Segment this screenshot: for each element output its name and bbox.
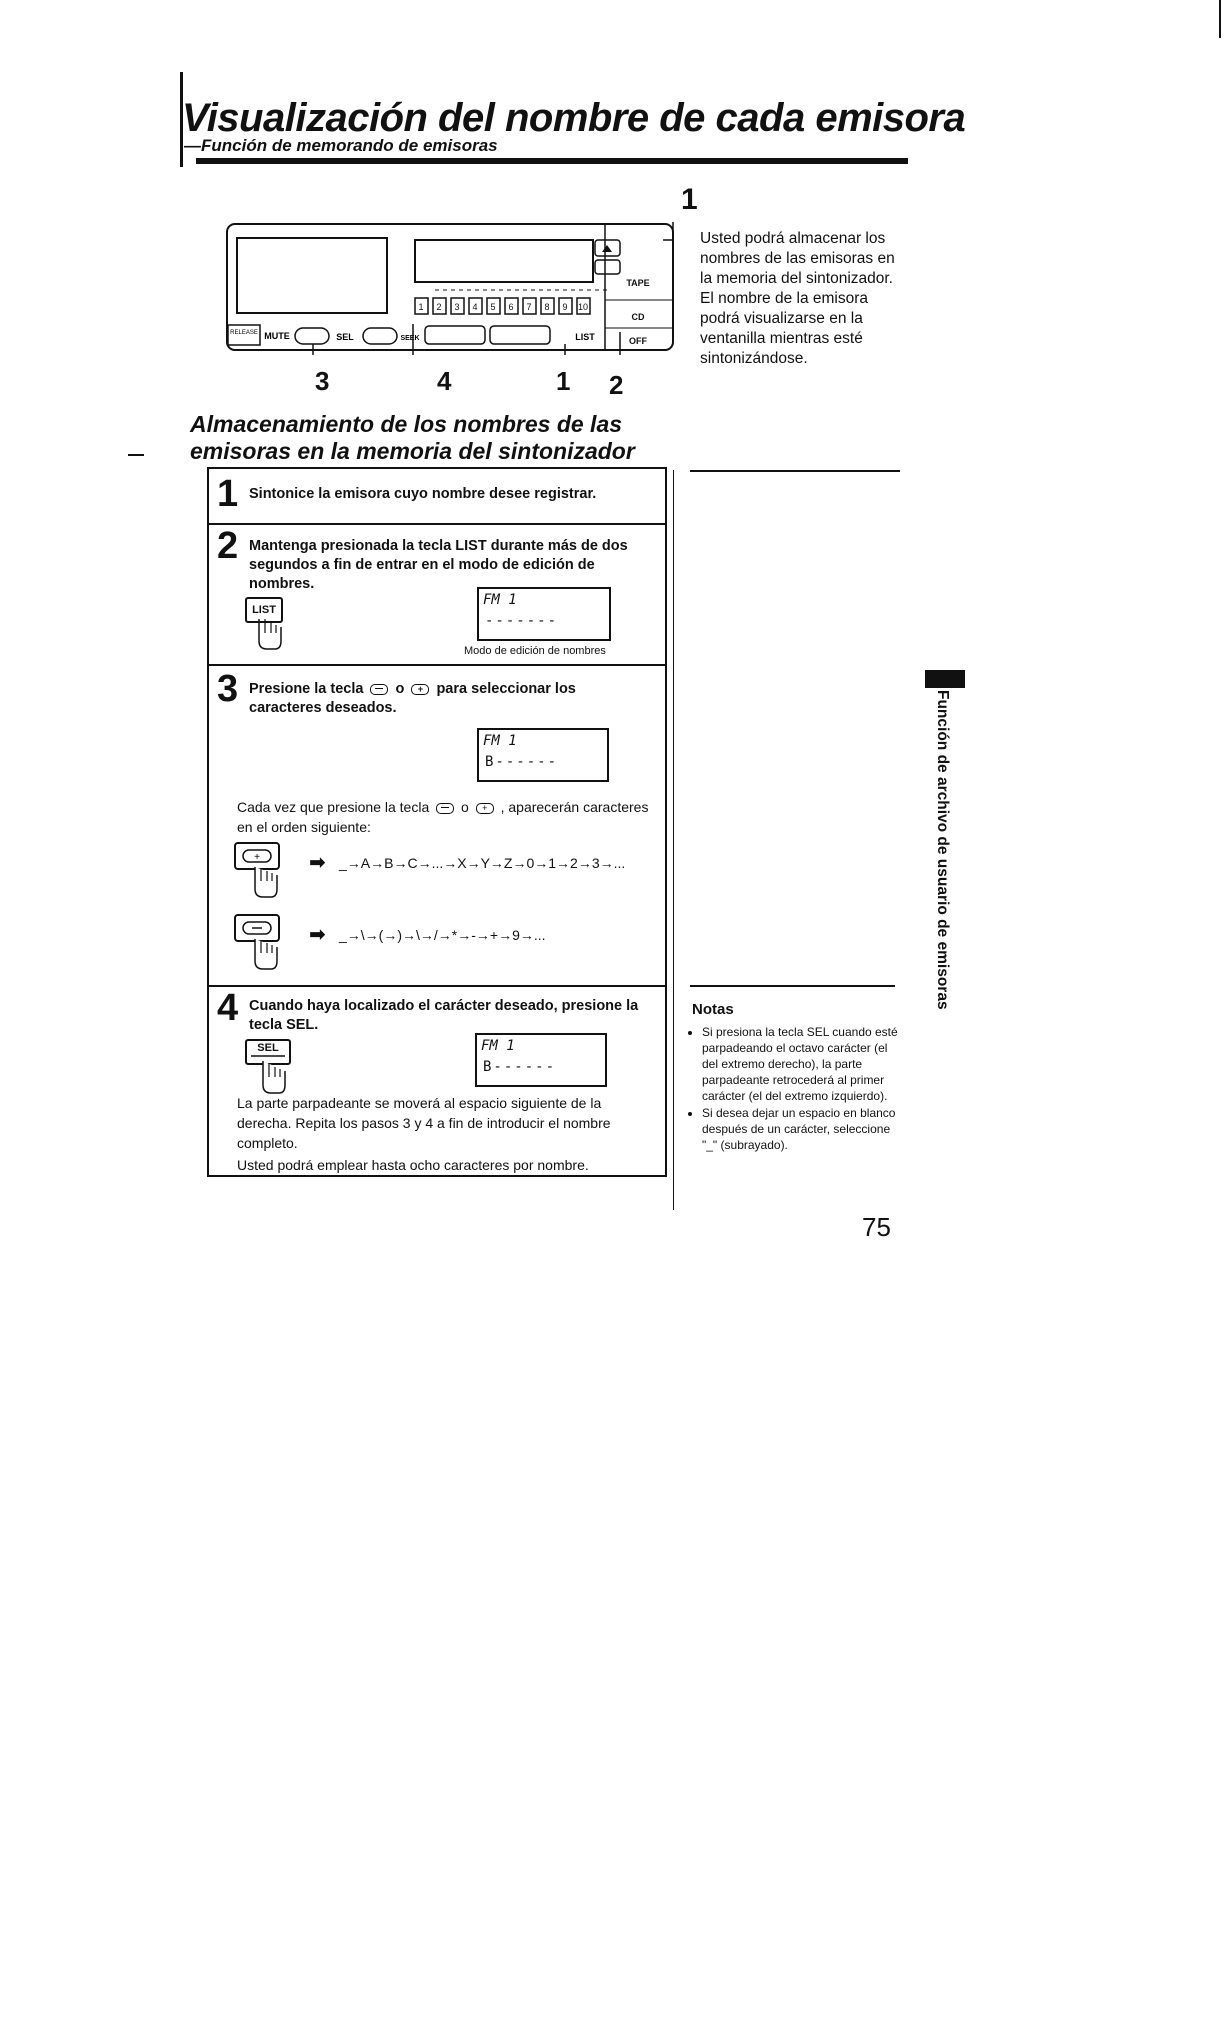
plus-key-glyph: + [476, 803, 494, 814]
display-band: FM 1 [483, 592, 517, 608]
pressing-finger-icon [245, 597, 291, 651]
step-note: Cada vez que presione la tecla o + , aparecerán caracteres en el orden siguiente: [237, 799, 649, 835]
char-confirm-display [475, 1033, 607, 1087]
svg-text:SEEK: SEEK [400, 335, 420, 342]
display-chars: ------- [485, 613, 559, 629]
display-chars: B------ [485, 754, 559, 770]
svg-text:+: + [254, 852, 260, 863]
svg-text:MUTE: MUTE [264, 331, 290, 341]
device-callout-4: 4 [437, 366, 452, 396]
car-stereo-illustration [225, 220, 675, 355]
minus-key-glyph [370, 684, 388, 695]
svg-text:4: 4 [472, 302, 478, 312]
list-key: LIST [245, 597, 283, 623]
svg-text:TAPE: TAPE [626, 278, 650, 288]
minus-key-glyph [436, 803, 454, 814]
display-band: FM 1 [481, 1038, 515, 1054]
device-callout-3: 3 [315, 366, 330, 396]
step-text: Mantenga presionada la tecla LIST durante más de dos segundos a fin de entrar en el modo de edición de nombres. [249, 538, 628, 592]
svg-text:OFF: OFF [629, 336, 647, 346]
svg-text:6: 6 [508, 302, 514, 312]
page-subtitle: —Función de memorando de emisoras [184, 136, 498, 155]
step-number: 3 [217, 668, 239, 710]
step-3 [209, 666, 665, 987]
device-callout-1-top: 1 [681, 183, 698, 216]
arrow-icon: ➡ [309, 852, 326, 874]
notes-title: Notas [692, 1001, 734, 1018]
display-band: FM 1 [483, 733, 517, 749]
svg-text:RELEASE: RELEASE [230, 330, 258, 336]
notes-rule [690, 985, 895, 987]
svg-text:1: 1 [418, 302, 424, 312]
steps-box [207, 467, 667, 1177]
page-number: 75 [862, 1212, 891, 1242]
svg-text:SEL: SEL [336, 332, 354, 342]
svg-text:10: 10 [577, 302, 589, 312]
char-select-display [477, 728, 609, 782]
sel-key: SEL [245, 1039, 291, 1065]
notes-list [692, 1024, 902, 1154]
section-title: Almacenamiento de los nombres de las emisoras en la memoria del sintonizador [190, 411, 635, 464]
device-callout-2: 2 [609, 370, 624, 400]
svg-text:5: 5 [490, 302, 496, 312]
note-item: • Si desea dejar un espacio en blanco después de un carácter, seleccione "_" (subrayado). [702, 1105, 902, 1153]
notes-rule-top [690, 470, 900, 472]
step-4 [209, 987, 665, 1177]
title-rule [196, 158, 908, 164]
svg-text:7: 7 [526, 302, 532, 312]
step-number: 4 [217, 987, 239, 1029]
page-edge-mark [1219, 0, 1221, 38]
chapter-tab-label: Función de archivo de usuario de emisoras [934, 690, 951, 1010]
minus-sequence: _→\→(→)→\→/→*→-→+→9→... [339, 927, 546, 943]
plus-sequence: _→A→B→C→...→X→Y→Z→0→1→2→3→... [339, 855, 626, 871]
step-text: Presione la tecla o + para seleccionar los caracteres deseados. [249, 681, 576, 716]
svg-text:3: 3 [454, 302, 460, 312]
svg-text:9: 9 [562, 302, 568, 312]
display-caption: Modo de edición de nombres [464, 645, 606, 657]
step-note: La parte parpadeante se moverá al espacio siguiente de la derecha. Repita los pasos 3 y 4 a fin de introducir el nombre completo. [237, 1095, 611, 1151]
step-text: Sintonice la emisora cuyo nombre desee registrar. [249, 486, 597, 502]
name-edit-display [477, 587, 611, 641]
intro-text: Usted podrá almacenar los nombres de las emisoras en la memoria del sintonizador. El nombre de la emisora podrá visualizarse en la ventanilla mientras esté sintonizándose. [700, 230, 895, 367]
sel-key-icon [245, 1039, 297, 1095]
list-key-icon [245, 597, 291, 651]
step-number: 2 [217, 525, 239, 567]
chapter-tab [925, 690, 955, 1030]
note-item: • Si presiona la tecla SEL cuando esté parpadeando el octavo carácter (el del extremo derecho), la parte parpadeante retrocederá al primer carácter (el del extremo izquierdo). [702, 1024, 902, 1104]
plus-key-glyph: + [411, 684, 429, 695]
step-note-limit: Usted podrá emplear hasta ocho caracteres por nombre. [237, 1157, 589, 1173]
svg-text:CD: CD [631, 312, 645, 322]
arrow-icon: ➡ [309, 924, 326, 946]
svg-text:8: 8 [544, 302, 550, 312]
step-text: Cuando haya localizado el carácter deseado, presione la tecla SEL. [249, 998, 639, 1033]
display-chars: B------ [483, 1059, 557, 1075]
chapter-tab-marker [925, 670, 965, 688]
plus-key-press-icon [231, 839, 295, 901]
step-number: 1 [217, 473, 239, 515]
step-2 [209, 525, 665, 666]
pressing-finger-icon [245, 1039, 297, 1095]
minus-key-press-icon [231, 911, 295, 973]
page-title: Visualización del nombre de cada emisora [182, 96, 966, 140]
device-callout-1: 1 [556, 366, 571, 396]
scan-mark [128, 454, 144, 456]
svg-text:2: 2 [436, 302, 442, 312]
svg-text:LIST: LIST [575, 332, 595, 342]
step-1 [209, 469, 665, 525]
column-divider [673, 470, 674, 1210]
